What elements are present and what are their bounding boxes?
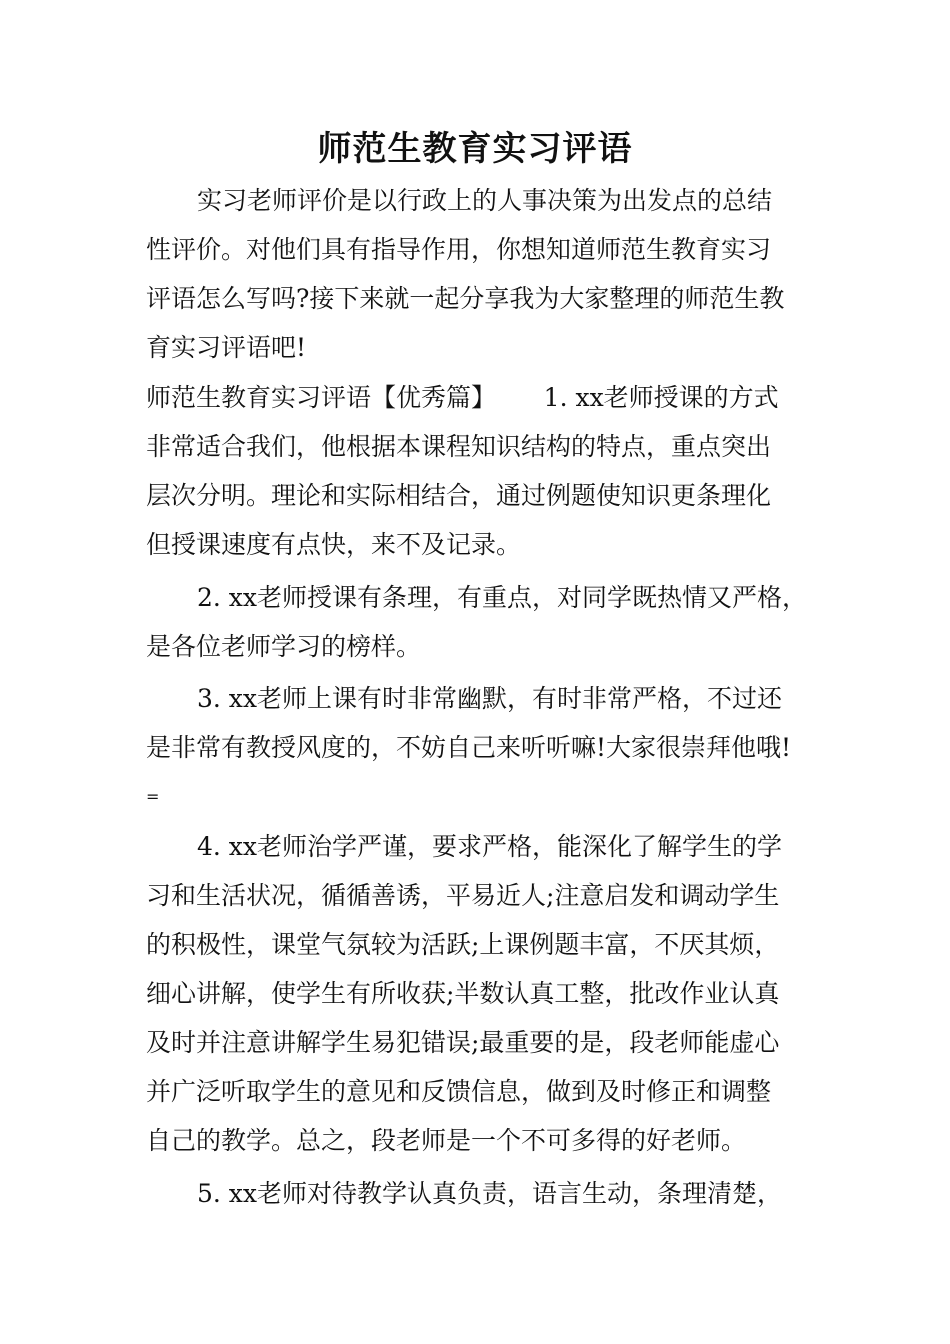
- section-heading-line: 师范生教育实习评语【优秀篇】 1. xx老师授课的方式: [146, 383, 779, 412]
- item-1-line-2: 非常适合我们，他根据本课程知识结构的特点，重点突出: [146, 432, 772, 461]
- intro-line-1: 实习老师评价是以行政上的人事决策为出发点的总结: [197, 186, 773, 215]
- item-2-line-2: 是各位老师学习的榜样。: [146, 632, 422, 661]
- intro-line-3: 评语怎么写吗?接下来就一起分享我为大家整理的师范生教: [146, 284, 785, 313]
- item-4-line-5: 及时并注意讲解学生易犯错误;最重要的是，段老师能虚心: [146, 1028, 780, 1057]
- item-4-line-4: 细心讲解，使学生有所收获;半数认真工整，批改作业认真: [146, 979, 780, 1008]
- item-4-line-3: 的积极性，课堂气氛较为活跃;上课例题丰富，不厌其烦，: [146, 930, 780, 959]
- equals-mark: =: [146, 787, 160, 806]
- item-4-line-7: 自己的教学。总之，段老师是一个不可多得的好老师。: [146, 1126, 747, 1155]
- item-5-line-1: 5. xx老师对待教学认真负责，语言生动，条理清楚，: [197, 1179, 782, 1208]
- item-2-line-1: 2. xx老师授课有条理，有重点，对同学既热情又严格，: [197, 583, 807, 612]
- intro-line-2: 性评价。对他们具有指导作用，你想知道师范生教育实习: [146, 235, 772, 264]
- item-4-line-6: 并广泛听取学生的意见和反馈信息，做到及时修正和调整: [146, 1077, 772, 1106]
- document-title: 师范生教育实习评语: [317, 129, 633, 169]
- item-3-line-2: 是非常有教授风度的，不妨自己来听听嘛!大家很崇拜他哦!: [146, 733, 792, 762]
- item-1-line-4: 但授课速度有点快，来不及记录。: [146, 530, 522, 559]
- item-4-line-1: 4. xx老师治学严谨，要求严格，能深化了解学生的学: [197, 832, 782, 861]
- intro-line-4: 育实习评语吧!: [146, 333, 307, 362]
- item-3-line-1: 3. xx老师上课有时非常幽默，有时非常严格，不过还: [197, 684, 782, 713]
- item-4-line-2: 习和生活状况，循循善诱，平易近人;注意启发和调动学生: [146, 881, 780, 910]
- item-1-line-3: 层次分明。理论和实际相结合，通过例题使知识更条理化: [146, 481, 772, 510]
